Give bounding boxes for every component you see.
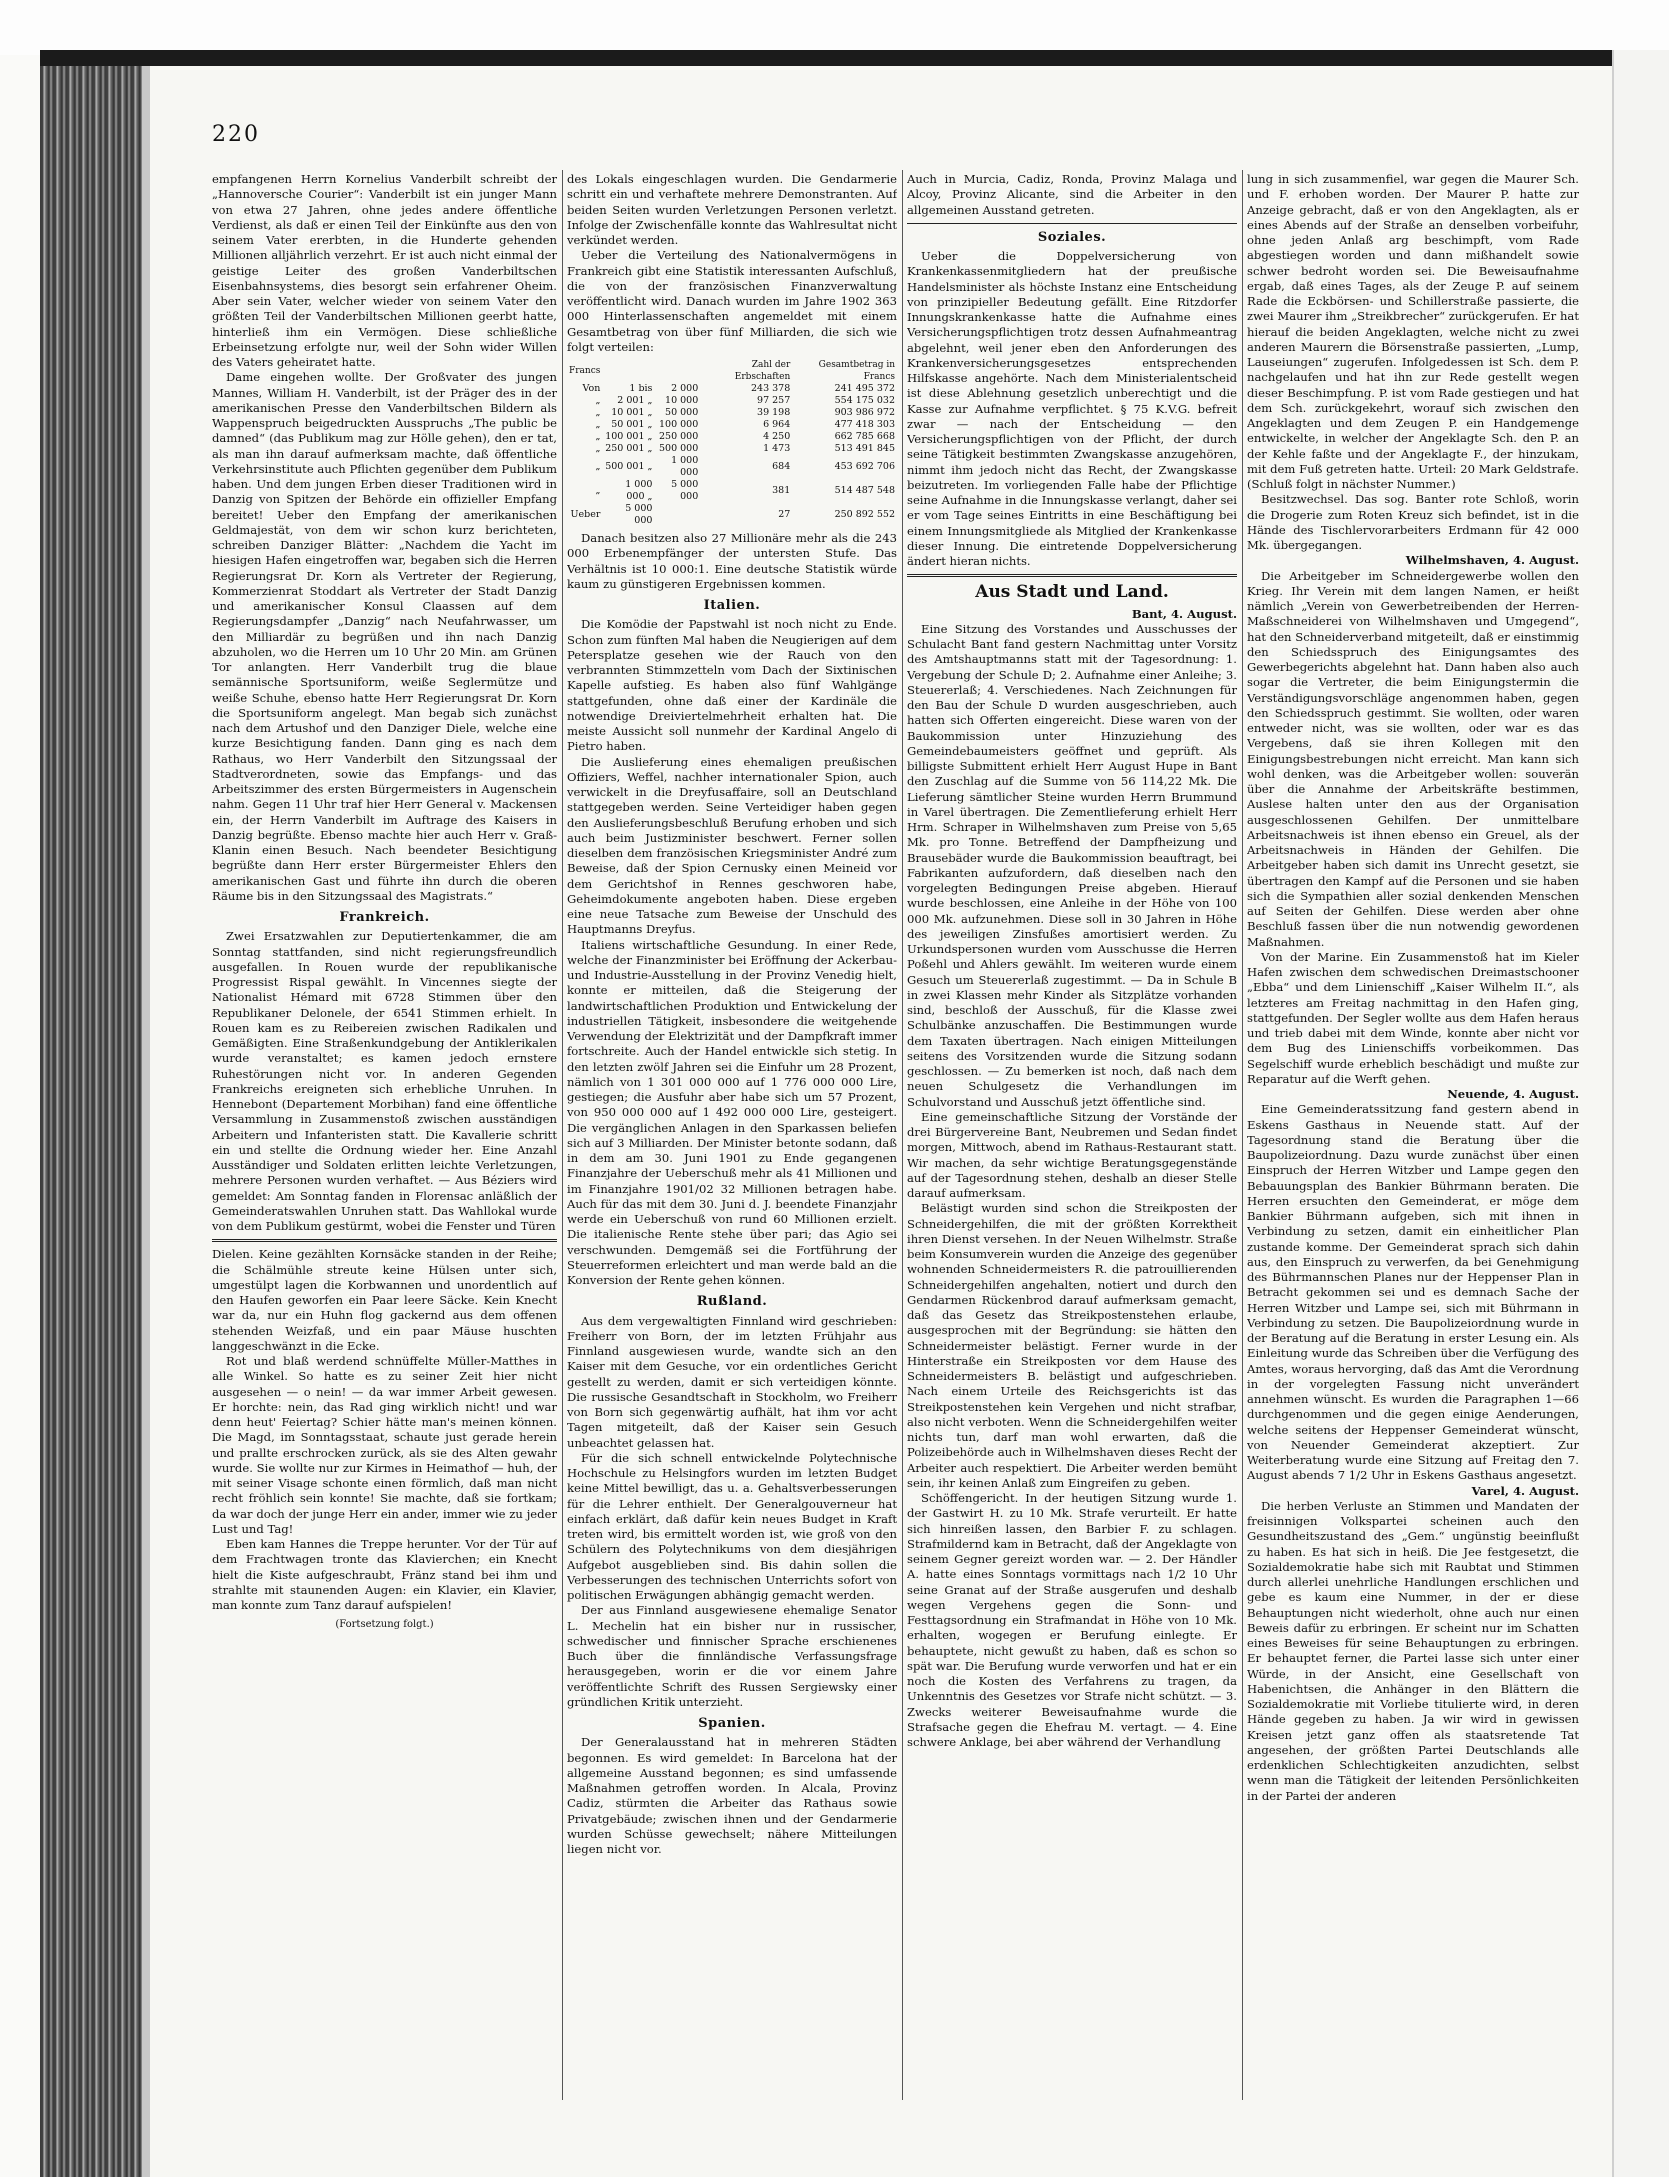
dateline-varel: Varel, 4. August.: [1471, 1483, 1579, 1498]
binding-top-edge: [40, 50, 1620, 66]
table-cell: 27: [778, 509, 791, 520]
section-heading-spanien: Spanien.: [698, 1716, 766, 1731]
article-streikposten: Belästigt wurden sind schon die Streikposten der Schneidergehilfen, die mit der größten Korrektheit ihren Dienst versehen. In der Neuen Wilhelmstr. Straße beim Konsumverein wurden die Anzeige des gegenüber wohnenden Schneidermeisters R. die patrouillierenden Schneidergehilfen angehalten, notiert und durch den Gendarmen Rückenbrod darauf aufmerksam gemacht, daß das Gesetz das Streikpostenstehen erlaube, ausgesprochen mit der Begründung: sie hätten den Schneidermeister belästigt. Ferner wurde in der Hinterstraße ein Streikposten vor dem Hause des Schneidermeisters B. belästigt und aufgeschrieben. Nach einem Urteile des Reichsgerichts ist das Streikpostenstehen kein Vergehen und nicht strafbar, also nicht verboten. Wenn die Schneidergehilfen weiter nichts tun, darf man wohl erwarten, daß die Polizeibehörde auch in Wilhelmshaven dieses Recht der Arbeiter auch respektiert. Die Arbeiter werden bemüht sein, ihr keinen Anlaß zum Eingreifen zu geben.: [907, 1201, 1237, 1490]
table-header: Francs: [569, 366, 601, 376]
section-heading-italien: Italien.: [703, 598, 761, 613]
column-separator-1: [562, 170, 563, 2100]
table-cell: 50 001 „: [611, 419, 653, 430]
continuation-note: (Fortsetzung folgt.): [335, 1619, 434, 1631]
table-cell: 100 000: [658, 419, 699, 430]
section-rule: [907, 574, 1237, 577]
dateline-neuende: Neuende, 4. August.: [1447, 1087, 1579, 1101]
section-heading-russland: Rußland.: [696, 1294, 768, 1310]
table-cell: 514 487 548: [834, 485, 895, 496]
column-separator-2: [902, 170, 903, 2100]
article-doppelversicherung: Ueber die Doppelversicherung von Krankenkassenmitgliedern hat der preußische Handelsminister als höchste Instanz eine Entscheidung von prinzipieller Bedeutung gefällt. Eine Ritzdorfer Innungskrankenkasse hatte die Aufnahme eines Versicherungspflichtigen trotz dessen Aufnahmeantrag abgelehnt, weil jener eben den Anforderungen des Krankenversicherungsgesetzes entsprechenden Hilfskasse angehörte. Nach dem Ministerialentscheid ist diese Ablehnung gesetzlich unberechtigt und die Kasse zur Aufnahme verpflichtet. § 75 K.V.G. befreit zwar — nach der Entscheidung — den Versicherungspflichtigen von der Pflicht, der durch seine Tätigkeit bestimmten Zwangskasse anzugehören, nimmt ihm jedoch nicht das Recht, der Zwangskasse beizutreten. Im vorliegenden Falle habe der Pflichtige seine Aufnahme in die Innungskasse verlangt, daher sei er vom Tage seines Eintritts in eine Beschäftigung bei einem Innungsmitgliede als Mitglied der Krankenkasse dieser Innung. Die eintretende Doppelversicherung ändert hieran nichts.: [907, 249, 1237, 568]
table-cell: 554 175 032: [834, 395, 895, 406]
table-header: [654, 359, 700, 383]
table-cell: 1 473: [763, 443, 791, 454]
column-1: [212, 172, 557, 2102]
page-number: 220: [212, 122, 260, 147]
article-spanien-cont: Auch in Murcia, Cadiz, Ronda, Provinz Malaga und Alcoy, Provinz Alicante, sind die Arbeiter in den allgemeinen Ausstand getreten.: [907, 172, 1237, 217]
table-cell: 4 250: [763, 431, 791, 442]
table-cell: 381: [772, 485, 791, 496]
table-cell: 500 001 „: [605, 461, 653, 472]
section-heading-frankreich: Frankreich.: [339, 910, 430, 925]
article-papstwahl: Die Komödie der Papstwahl ist noch nicht zu Ende. Schon zum fünften Mal haben die Neugierigen auf dem Petersplatze gesehen wie der Rauch von den verbrannten Stimmzetteln vom Dach der Sixtinischen Kapelle aufstieg. Es haben also fünf Wahlgänge stattgefunden, ohne daß einer der Kardinäle die notwendige Dreiviertelmehrheit erhalten hat. Die meiste Aussicht soll nunmehr der Kardinal Angelo di Pietro haben.: [567, 617, 897, 754]
column-4: [1247, 172, 1579, 2102]
article-frankreich-wahlen: Zwei Ersatzwahlen zur Deputiertenkammer, die am Sonntag stattfanden, sind nicht regierungsfreundlich ausgefallen. In Rouen wurde der republikanische Progressist Rispal gewählt. In Vincennes siegte der Nationalist Hémard mit 6728 Stimmen über den Republikaner Delonele, der 6541 Stimmen erhielt. In Rouen kam es zu Reibereien zwischen Radikalen und Gemäßigten. Eine Straßenkundgebung der Antiklerikalen wurde veranstaltet; es kamen jedoch ernstere Ruhestörungen nicht vor. In anderen Gegenden Frankreichs ereigneten sich erhebliche Unruhen. In Hennebont (Departement Morbihan) fand eine öffentliche Versammlung in Zusammenstoß zwischen ausständigen Arbeitern und Infanteristen statt. Die Kavallerie schritt ein und stellte die Ordnung wieder her. Eine Anzahl Ausständiger und Soldaten erlitten leichte Verletzungen, mehrere Personen wurden verhaftet. — Aus Béziers wird gemeldet: Am Sonntag fanden in Florensac anläßlich der Gemeinderatswahlen Unruhen statt. Das Wahllokal wurde von dem Publikum gestürmt, wobei die Fenster und Türen: [212, 929, 557, 1233]
table-cell: 10 000: [665, 395, 699, 406]
table-cell: 477 418 303: [834, 419, 895, 430]
book-binding: [40, 66, 142, 2177]
table-row: [567, 395, 897, 407]
table-cell: 39 198: [757, 407, 791, 418]
feuilleton-text-3: Eben kam Hannes die Treppe herunter. Vor der Tür auf dem Frachtwagen tronte das Klavierchen; ein Knecht hielt die Kiste aufgeschraubt, Fränz stand bei ihm und strahlte mit staunenden Augen: ein Klavier, ein Klavier, man konnte zum Tanz darauf aufspielen!: [212, 1537, 557, 1612]
article-vanderbilt-part2: Dame eingehen wollte. Der Großvater des jungen Mannes, William H. Vanderbilt, ist der Präger des in der amerikanischen Presse den Vanderbiltschen Bildern als Wappenspruch beigedruckten Ausspruchs „The public be damned“ (das Publikum mag zur Hölle gehen), den er tat, als man ihn darauf aufmerksam machte, daß öffentliche Verkehrsinstitute auch Pflichten gegenüber dem Publikum haben. Und dem jungen Erben dieser Traditionen wird in Danzig von Spitzen der Behörde ein offizieller Empfang bereitet! Ueber den Empfang der amerikanischen Geldmajestät, von dem wir schon kurz berichteten, schreiben Danziger Blätter: „Nachdem die Yacht im hiesigen Hafen eingetroffen war, begaben sich die Herren Regierungsrat Dr. Korn als Vertreter der Regierung, Kommerzienrat Stoddart als Vertreter der Stadt Danzig und amerikanischer Konsul Claassen auf dem Regierungsdampfer „Danzig“ nach Neufahrwasser, um den Milliardär zu begrüßen und ihn nach Danzig abzuholen, wo die Herren um 10 Uhr 20 Min. am Grünen Tor anlangten. Herr Vanderbilt trug die blaue semännische Sportsuniform, weiße Seglermütze und weiße Schuhe, ebenso hatte Herr Regierungsrat Dr. Korn die Sportsuniform angelegt. Man begab sich zunächst nach dem Artushof und den Danziger Diele, welche eine kurze Besichtigung fanden. Dann ging es nach dem Rathaus, wo Herr Vanderbilt den Sitzungssaal der Stadtverordneten, sowie das Empfangs- und das Arbeitszimmer des ersten Bürgermeisters in Augenschein nahm. Gegen 11 Uhr traf hier Herr General v. Mackensen ein, der Herrn Vanderbilt im Auftrage des Kaisers in Danzig begrüßte. Ebenso machte hier auch Herr v. Graß-Klanin einen Besuch. Nach beendeter Besichtigung begrüßte dann Herr erster Bürgermeister Ehlers den amerikanischen Gast und führte ihn durch die oberen Räume bis in den Sitzungssaal des Magistrats.“: [212, 370, 557, 903]
table-header: Zahl der Erbschaften: [734, 360, 791, 382]
dateline-wilhelmshaven: Wilhelmshaven, 4. August.: [1405, 553, 1579, 568]
table-cell: 2 001 „: [617, 395, 653, 406]
article-mechelin: Der aus Finnland ausgewiesene ehemalige Senator L. Mechelin hat ein bisher nur in russischer, schwedischer und finnischer Sprache erschienenes Buch über die finnländische Verfassungsfrage herausgegeben, worin er die vor einem Jahre veröffentlichte Schrift des Russen Sergiewsky einer gründlichen Kritik unterzieht.: [567, 1603, 897, 1709]
inheritance-statistics-table: [567, 359, 897, 527]
table-cell: „: [595, 419, 601, 430]
article-varel-verluste: Die herben Verluste an Stimmen und Mandaten der freisinnigen Volkspartei scheinen auch den Gesundheitszustand des „Gem.“ ungünstig beeinflußt zu haben. Es hat sich in heiß. Die Jee festgesetzt, die Sozialdemokratie habe sich mit Raubtat und Stimmen durch allerlei unehrliche Handlungen erschlichen und gebe es kaum eine Nummer, in der er diese Behauptungen nicht wiederholt, ohne auch nur einen Beweis dafür zu erbringen. Er scheint nur im Schatten eines Beweises für seine Behauptungen zu erbringen. Er behauptet ferner, die Partei lasse sich unter einer Würde, in der Ansicht, eine Gesellschaft von Habenichtsen, die Anhänger in den Blättern die Sozialdemokratie mit Vorliebe titulierte wird, in deren Hände gegeben zu haben. Ja wir wird in gewissen Kreisen jetzt ganz offen als staatsretende Tat angesehen, der größten Partei Deutschlands alle erdenklichen Schlechtigkeiten anzudichten, selbst wenn man die Tätigkeit der leitenden Persönlichkeiten in der Partei der anderen: [1247, 1498, 1579, 1803]
table-cell: 453 692 706: [834, 461, 895, 472]
section-heading-stadt-und-land: Aus Stadt und Land.: [975, 582, 1169, 603]
table-cell: 50 000: [665, 407, 699, 418]
table-row: [567, 419, 897, 431]
article-buergervereine: Eine gemeinschaftliche Sitzung der Vorstände der drei Bürgervereine Bant, Neubremen und Sedan findet morgen, Mittwoch, abend im Rathaus-Restaurant statt. Wir machen, da sehr wichtige Beratungsgegenstände auf der Tagesordnung stehen, deshalb an dieser Stelle darauf aufmerksam.: [907, 1109, 1237, 1200]
column-separator-3: [1242, 170, 1243, 2100]
table-cell: [654, 503, 700, 527]
table-cell: 662 785 668: [834, 431, 895, 442]
table-cell: „: [595, 485, 601, 496]
table-cell: 1 000 000 „: [625, 479, 653, 502]
article-millionaere: Danach besitzen also 27 Millionäre mehr als die 243 000 Erbenempfänger der untersten Stufe. Das Verhältnis ist 10 000:1. Eine deutsche Statistik würde kaum zu günstigeren Ergebnissen kommen.: [567, 531, 897, 591]
table-cell: 1 bis: [629, 383, 653, 394]
table-cell: 250 001 „: [605, 443, 653, 454]
table-row: [567, 443, 897, 455]
table-cell: Ueber: [570, 509, 601, 520]
article-vanderbilt-part1: empfangenen Herrn Kornelius Vanderbilt schreibt der „Hannoversche Courier“: Vanderbilt ist ein junger Mann von etwa 27 Jahren, ohne jedes andere öffentliche Verdienst, als daß er einen Teil der Einkünfte aus den von seinem Vater ererbten, in die Hunderte gehenden Millionen alljährlich verzehrt. Er ist auch nicht einmal der geistige Leiter des großen Vanderbiltschen Eisenbahnsystems, dies besorgt sein erfahrener Oheim. Aber sein Vater, welcher wieder von seinem Vater den größten Teil der Vanderbiltschen Millionen geerbt hatte, hinterließ ihm ein Vermögen. Diese schließliche Erbeinsetzung erfolgte nur, weil der Sohn wider Willen des Vaters geheiratet hatte.: [212, 172, 557, 369]
article-nationalvermoegen: Ueber die Verteilung des Nationalvermögens in Frankreich gibt eine Statistik interessanten Aufschluß, die von der französischen Finanzverwaltung veröffentlicht wird. Danach wurden im Jahre 1902 363 000 Hinterlassenschaften angemeldet mit einem Gesamtbetrag von über fünf Milliarden, die sich wie folgt verteilen:: [567, 248, 897, 354]
table-row: [567, 455, 897, 479]
article-schulacht-bant: Eine Sitzung des Vorstandes und Ausschusses der Schulacht Bant fand gestern Nachmittag unter Vorsitz des Amtshauptmanns statt mit der Tagesordnung: 1. Vergebung der Schule D; 2. Aufnahme einer Anleihe; 3. Steuererlaß; 4. Verschiedenes. Nach Zeichnungen für den Bau der Schule D wurden ausgeschrieben, auch hatten sich Offerten eingereicht. Diese waren von der Baukommission unter Hinzuziehung des Gemeindebaumeisters geöffnet und geprüft. Als billigste Submittent erhielt Herr August Hupe in Bant den Zuschlag auf die Summe von 56 114,22 Mk. Die Lieferung sämtlicher Steine wurden Herrn Brummund in Varel übertragen. Die Zementlieferung erhielt Herr Hrm. Schraper in Wilhelmshaven zum Preise von 5,65 Mk. pro Tonne. Betreffend der Dampfheizung und Brausebäder wurde die Baukommission beauftragt, bei Fabrikanten aufzufordern, daß dieselben nach den vorgelegten Bedingungen Preise abgeben. Hierauf wurde beschlossen, eine Anleihe in der Höhe von 100 000 Mk. aufzunehmen. Diese soll in 30 Jahren in Höhe des jeweiligen Zinsfußes amortisiert werden. Zu Urkundspersonen wurden vom Ausschusse die Herren Poßehl und Ahlers gewählt. Im weiteren wurde einem Gesuch um Steuererlaß zugestimmt. — Da in Schule B in zwei Klassen mehr Kinder als Sitzplätze vorhanden sind, beschloß der Ausschuß, für die Klasse zwei Schulbänke anzuschaffen. Die Bestimmungen wurde dem Taxaten übertragen. Nach einigen Mitteilungen seitens des Vorsitzenden wurde die Sitzung sodann geschlossen. — Zu bemerken ist noch, daß nach dem neuen Schulgesetz die Verhandlungen im Schulvorstand und Ausschuß jetzt öffentliche sind.: [907, 621, 1237, 1109]
page-right-edge: [1612, 50, 1669, 2177]
table-row: [567, 503, 897, 527]
article-schoeffengericht-cont: lung in sich zusammenfiel, war gegen die Maurer Sch. und F. erhoben worden. Der Maurer P. hatte zur Anzeige gebracht, daß er von den Angeklagten, als er eines Abends auf der Straße an denselben vorbeifuhr, ohne jeden Anlaß arg beschimpft, vom Rade abgestiegen worden und dann mißhandelt sowie schwer bedroht worden sei. Die Beweisaufnahme ergab, daß eines Tages, als der Zeuge P. auf seinem Rade die Eckbörsen- und Schillerstraße passierte, die zwei Maurer ihm „Streikbrecher“ zurückgerufen. Er hat hierauf die beiden Angeklagten, welche nicht zu zwei anderen Maurern die Börsenstraße passierten, „Lump, Lauseiungen“ zugerufen. Infolgedessen ist Sch. dem P. nachgelaufen und hat ihn zur Rede gestellt wegen dieser Beschimpfung. P. ist vom Rade gestiegen und hat dem Sch. zurückgekehrt, worauf sich zwischen den Angeklagten und dem Zeugen P. ein Handgemenge entwickelte, in welcher der Angeklagte Sch. den P. an der Kehle faßte und der Angeklagte F., der hinzukam, mit dem Fuß getreten hatte. Urteil: 20 Mark Geldstrafe. (Schluß folgt in nächster Nummer.): [1247, 172, 1579, 491]
table-cell: „: [595, 461, 601, 472]
article-auslieferung: Die Auslieferung eines ehemaligen preußischen Offiziers, Weffel, nachher internationaler Spion, auch verwickelt in die Dreyfusaffaire, soll an Deutschland stattgegeben werden. Seine Verteidiger haben gegen den Auslieferungsbeschluß Berufung erhoben und sich auch beim Justizminister beschwert. Ferner sollen dieselben dem französischen Kriegsminister André zum Beweise, daß der Spion Cernusky einen Meineid vor dem Gerichtshof in Rennes geschworen habe, Geheimdokumente angeboten haben. Diese ergeben eine neue Tatsache zum Beweise der Unschuld des Hauptmanns Dreyfus.: [567, 754, 897, 937]
article-arbeitgeber-schneider: Die Arbeitgeber im Schneidergewerbe wollen den Krieg. Ihr Verein mit dem langen Namen, er heißt nämlich „Verein von Gewerbetreibenden der Herren-Maßschneiderei von Wilhelmshaven und Umgegend“, hat den Schneiderverband mitgeteilt, daß er einstimmig den Schiedsspruch des Einigungsamtes des Gewerbegerichts abgelehnt hat. Dann haben also auch sogar die Vertreter, die beim Einigungstermin die Verständigungsvorschläge angenommen haben, gegen den Schiedsspruch gestimmt. Sie wollten, oder waren entweder nicht, was sie wollten, oder war es das Vergebens, daß sie ihren Kollegen mit den Einigungsbestrebungen nicht erreicht. Man kann sich wohl denken, was die Arbeitgeber wollen: souverän über die Annahme der Arbeitskräfte bestimmen, Auslese halten unter den aus der Organisation ausgeschlossenen Gehilfen. Der unmittelbare Arbeitsnachweis ist ihnen ebenso ein Greuel, als der Arbeitsnachweis in Händen der Gehilfen. Die Arbeitgeber haben sich damit ins Unrecht gesetzt, sie übertragen den Kampf auf die Personen und sie haben sich die Sympathien aller sozial denkenden Menschen auf Seiten der Gehilfen. Diese werden aber ohne Beschluß fassen über die nun notwendig gewordenen Maßnahmen.: [1247, 568, 1579, 949]
table-cell: 97 257: [757, 395, 791, 406]
table-row: [567, 479, 897, 503]
binding-edge: [142, 66, 150, 2177]
article-frankreich-cont: des Lokals eingeschlagen wurden. Die Gendarmerie schritt ein und verhaftete mehrere Demonstranten. Auf beiden Seiten wurden Verletzungen Personen verletzt. Infolge der Zwischenfälle konnte das Wahlresultat nicht verkündet werden.: [567, 172, 897, 247]
table-cell: 903 986 972: [834, 407, 895, 418]
table-cell: 1 000 000: [671, 455, 699, 478]
feuilleton-text-2: Rot und blaß werdend schnüffelte Müller-Matthes in alle Winkel. So hatte es zu seiner Zeit hier nicht ausgesehen — o nein! — da war immer Arbeit gewesen. Er horchte: nein, das Rad ging wirklich nicht! und war denn heut' Feiertag? Schier hätte man's meinen können. Die Magd, im Sonntagsstaat, schaute just gerade herein und prallte erschrocken zurück, als sie des Alten gewahr wurde. Sie wollte nur zur Kirmes in Heimathof — huh, der mit seiner Visage schonte einen förmlich, daß man nicht recht fröhlich sein konnte! Sie machte, daß sie fortkam; da war doch der junge Herr ein ander, immer wie zu jeder Lust und Tag!: [212, 1354, 557, 1536]
table-cell: „: [595, 395, 601, 406]
table-cell: 250 000: [658, 431, 699, 442]
article-generalausstand: Der Generalausstand hat in mehreren Städten begonnen. Es wird gemeldet: In Barcelona hat der allgemeine Ausstand begonnen; es sind umfassende Maßnahmen getroffen worden. In Alcala, Provinz Cadiz, stürmten die Arbeiter das Rathaus sowie Privatgebäude; zwischen ihnen und der Gendarmerie wurden Schüsse gewechselt; nähere Mitteilungen liegen nicht vor.: [567, 1735, 897, 1856]
table-cell: 100 001 „: [605, 431, 653, 442]
article-schoeffengericht: Schöffengericht. In der heutigen Sitzung wurde 1. der Gastwirt H. zu 10 Mk. Strafe verurteilt. Er hatte sich hinreißen lassen, den Barbier F. zu schlagen. Strafmildernd kam in Betracht, daß der Angeklagte von seinem Gegner gereizt worden war. — 2. Der Händler A. hatte eines Sonntags vormittags nach 1/2 10 Uhr seine Granat auf der Straße ausgerufen und deshalb wegen Vergehens gegen die Sonn- und Festtagsordnung ein Strafmandat in Höhe von 10 Mk. erhalten, wogegen er Berufung einlegte. Er behauptete, nicht gewußt zu haben, daß es schon so spät war. Die Berufung wurde verworfen und hat er ein noch die Kosten des Verfahrens zu tragen, da Unkenntnis des Gesetzes vor Strafe nicht schützt. — 3. Zwecks weiterer Beweisaufnahme wurde die Strafsache gegen die Ehefrau M. vertagt. — 4. Eine schwere Anklage, bei aber während der Verhandlung: [907, 1491, 1237, 1749]
table-cell: 5 000 000: [625, 503, 653, 526]
dateline-bant: Bant, 4. August.: [1131, 606, 1237, 621]
article-italien-gesundung: Italiens wirtschaftliche Gesundung. In einer Rede, welche der Finanzminister bei Eröffnung der Ackerbau- und Industrie-Ausstellung in der Provinz Venedig hielt, konnte er mitteilen, daß die Steigerung der landwirtschaftlichen Produktion und Entwickelung der industriellen Tätigkeit, insbesondere die weitgehende Verwendung der Elektrizität und der Dampfkraft immer fortschreite. Auch der Handel entwickle sich stetig. In den letzten zwölf Jahren sei die Einfuhr um 28 Prozent, nämlich von 1 301 000 000 auf 1 776 000 000 Lire, gestiegen; die Ausfuhr aber habe sich um 57 Prozent, von 950 000 000 auf 1 492 000 000 Lire, gesteigert. Die vergänglichen Anlagen in den Sparkassen beliefen sich auf 3 Milliarden. Der Minister betonte sodann, daß in dem am 30. Juni 1901 zu Ende gegangenen Finanzjahre der Ueberschuß mehr als 41 Millionen und im Finanzjahre 1901/02 32 Millionen betragen habe. Auch für das mit dem 30. Juni d. J. beendete Finanzjahr werde ein Ueberschuß von rund 60 Millionen erzielt. Die italienische Rente stehe über pari; das Agio sei verschwunden. Demgemäß sei die Fortführung der Steuerreformen erleichtert und man werde bald an die Konversion der Rente gehen können.: [567, 937, 897, 1287]
table-row: [567, 431, 897, 443]
table-cell: 241 495 372: [834, 383, 895, 394]
table-cell: 513 491 845: [834, 443, 895, 454]
table-cell: „: [595, 407, 601, 418]
column-3: [907, 172, 1237, 2102]
table-header: [602, 359, 654, 383]
table-header: Gesamtbetrag in Francs: [818, 360, 895, 382]
article-polytechnikum: Für die sich schnell entwickelnde Polytechnische Hochschule zu Helsingfors wurden im letzten Budget keine Mittel bewilligt, das u. a. Gehaltsverbesserungen für die Lehrer enthielt. Der Generalgouverneur hat einfach erklärt, daß dafür kein neues Budget in Kraft treten wird, bis ermittelt worden ist, wie groß von den Schülern des Polytechnikums von dem diesjährigen Aufgebot ausgeblieben sind. Bis dahin sollen die Verbesserungen des technischen Unterrichts sofort von politischen Erwägungen abhängig gemacht werden.: [567, 1450, 897, 1602]
table-cell: „: [595, 431, 601, 442]
section-heading-soziales: Soziales.: [1037, 229, 1107, 245]
feuilleton-divider: [212, 1239, 557, 1242]
table-cell: 10 001 „: [611, 407, 653, 418]
table-cell: Von: [582, 383, 601, 394]
table-row: [567, 407, 897, 419]
table-row: [567, 383, 897, 395]
table-cell: 5 000 000: [671, 479, 699, 502]
table-cell: 243 378: [750, 383, 791, 394]
column-2: [567, 172, 897, 2102]
table-cell: 500 000: [658, 443, 699, 454]
article-finnland: Aus dem vergewaltigten Finnland wird geschrieben: Freiherr von Born, der im letzten Frühjahr aus Finnland ausgewiesen wurde, wandte sich an den Kaiser mit dem Gesuche, vor ein ordentliches Gericht gestellt zu werden, damit er sich verteidigen könnte. Die russische Gesandtschaft in Stockholm, wo Freiherr von Born sich gegenwärtig aufhält, hat ihm vor acht Tagen mitgeteilt, daß der Kaiser sein Gesuch unbeachtet gelassen hat.: [567, 1313, 897, 1450]
article-gemeinderatssitzung: Eine Gemeinderatssitzung fand gestern abend in Eskens Gasthaus in Neuende statt. Auf der Tagesordnung stand die Beratung über die Baupolizeiordnung. Dazu wurde zunächst über einen Einspruch der Herren Witzber und Lampe gegen den Bebauungsplan des Bankier Bührmann beraten. Die Herren ersuchten den Gemeinderat, er möge dem Bankier Bührmann aufgeben, sich mit ihnen in Verbindung zu setzen, damit ein einheitlicher Plan zustande komme. Der Gemeinderat sprach sich dahin aus, den Einspruch zu verwerfen, da bei Genehmigung des Bührmannschen Planes nur der Heppenser Plan in Betracht gekommen sei und es demnach Sache der Herren Witzber und Lampe sei, sich mit Bührmann in Verbindung zu setzen. Die Baupolizeiordnung wurde in der Beratung auf die Beratung in erster Lesung ein. Als Einleitung wurde das Schreiben über die Verfügung des Amtes, woraus hervorging, daß das Amt die Verordnung in der vorgelegten Fassung nicht unverändert annehmen wünscht. Es wurden die Paragraphen 1—66 durchgenommen und die gegen einige Aenderungen, welche seitens der Heppenser Gemeinderat wünscht, von Neuender Gemeinderat akzeptiert. Zur Weiterberatung wurde eine Sitzung auf Freitag den 7. August abends 7 1/2 Uhr in Eskens Gasthaus angesetzt.: [1247, 1102, 1579, 1483]
article-besitzwechsel: Besitzwechsel. Das sog. Banter rote Schloß, worin die Drogerie zum Roten Kreuz sich befindet, ist in die Hände des Tischlervorarbeiters Erdmann für 42 000 Mk. übergegangen.: [1247, 492, 1579, 552]
feuilleton-text-1: Dielen. Keine gezählten Kornsäcke standen in der Reihe; die Schälmühle streute keine Hülsen unter sich, umgestülpt lagen die Korbwannen und unordentlich auf den Haufen geworfen ein Paar leere Säcke. Kein Knecht war da, nur ein Huhn flog gackernd aus dem offenen stehenden Weizfaß, und ein paar Mäuse huschten langgeschwänzt in die Ecke.: [212, 1247, 557, 1353]
table-header-row: [567, 359, 897, 383]
table-cell: 250 892 552: [834, 509, 895, 520]
table-cell: „: [595, 443, 601, 454]
table-cell: 6 964: [763, 419, 791, 430]
section-rule: [907, 223, 1237, 224]
table-cell: 684: [772, 461, 791, 472]
article-marine: Von der Marine. Ein Zusammenstoß hat im Kieler Hafen zwischen dem schwedischen Dreimastschooner „Ebba“ und dem Linienschiff „Kaiser Wilhelm II.“, als letzteres am Freitag nachmittag in den Hafen ging, stattgefunden. Der Segler wollte aus dem Hafen heraus und trieb dabei mit dem Winde, konnte aber nicht vor dem Bug des Linienschiffs vorbeikommen. Das Segelschiff wurde erheblich beschädigt und mußte zur Reparatur auf die Werft gehen.: [1247, 949, 1579, 1086]
table-cell: 2 000: [671, 383, 699, 394]
top-margin: [0, 0, 1669, 55]
